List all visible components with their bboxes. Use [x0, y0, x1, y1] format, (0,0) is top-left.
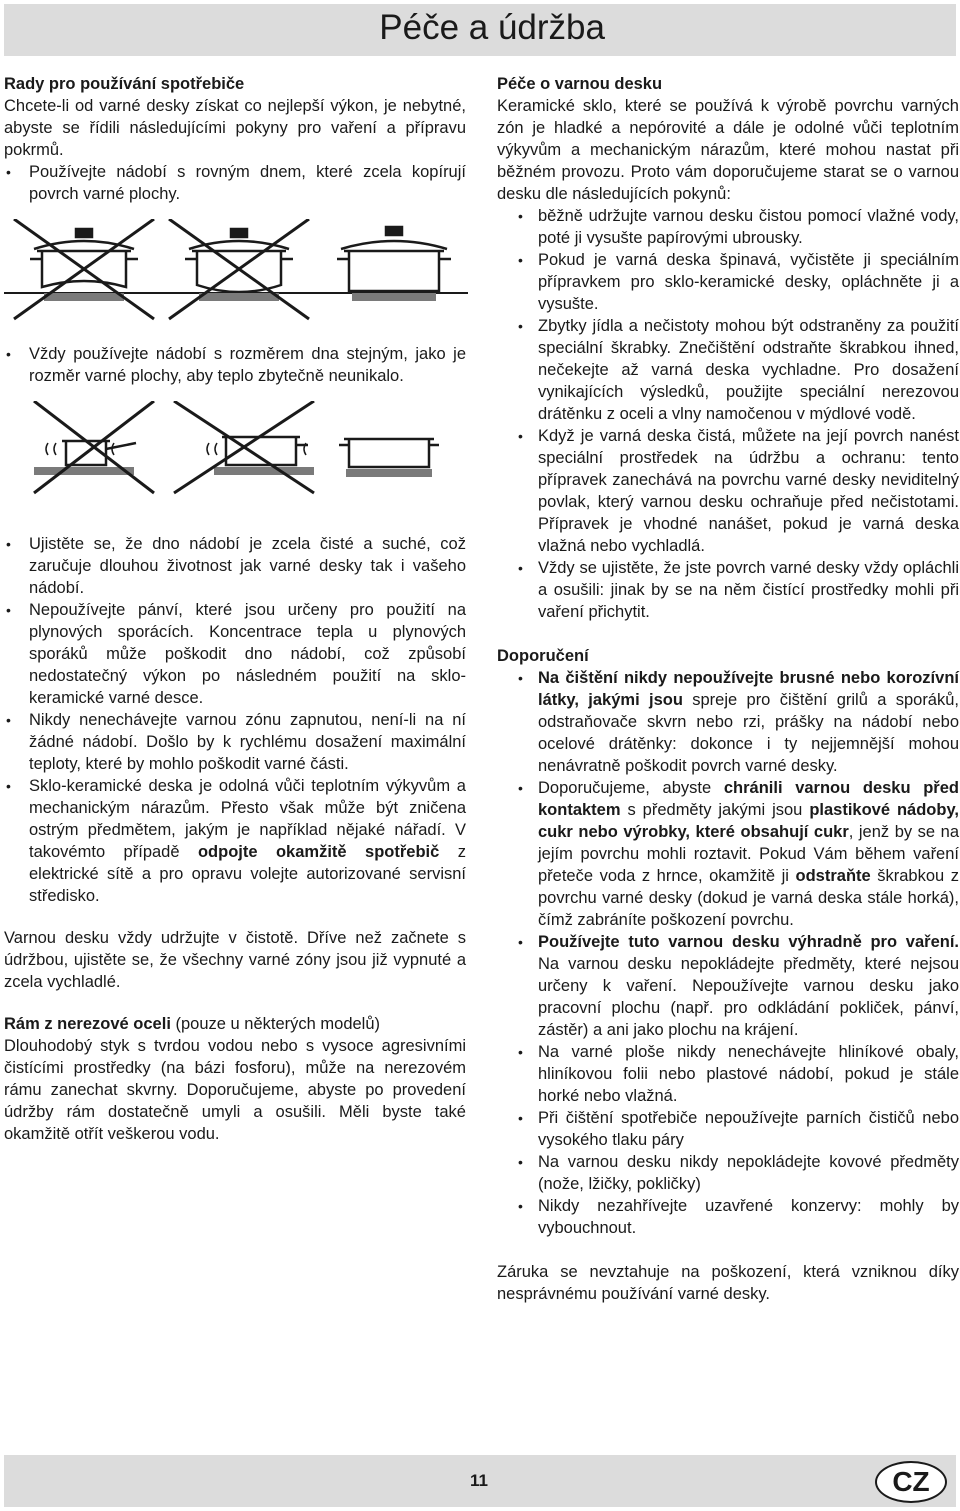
list-item	[497, 931, 959, 1041]
list-item: • Na varné ploše nikdy nenechávejte hliníkové obaly, hliníkovou folii nebo plastové nádobí, pokud je stále horké nebo vlažná.	[497, 1041, 959, 1107]
list-item	[497, 667, 959, 777]
usage-list-1	[4, 161, 466, 205]
pan-flat-bottom	[337, 227, 451, 301]
list-text: Doporučujeme, abyste	[538, 779, 724, 797]
right-column	[497, 73, 959, 1305]
section-heading-usage: Rady pro používání spotřebiče	[4, 75, 245, 93]
section-heading-frame: Rám z nerezové oceli	[4, 1015, 171, 1033]
list-item: • Nikdy nezahřívejte uzavřené konzervy: mohly by vybouchnout.	[497, 1195, 959, 1239]
list-text-bold: plastikové nádoby, cukr nebo výrobky, které obsahují cukr	[538, 801, 959, 841]
list-text-bold: odstraňte	[795, 867, 871, 885]
section-heading-recommendation: Doporučení	[497, 647, 589, 665]
country-badge: CZ	[875, 1461, 947, 1503]
pan-convex-bottom	[169, 219, 309, 319]
list-text-bold: odpojte okamžitě spotřebič	[197, 843, 440, 861]
list-text: , jenž by se na jejím povrchu mohli roztavit. Pokud Vám během vaření přeteče voda z hrnce, okamžitě ji	[538, 823, 959, 885]
list-text: Sklo-keramické deska je odolná vůči teplotním výkyvům a mechanickým nárazům. Přesto však může být zničena ostrým předmětem, jakým je například nějaké nářadí. V takovémto případě	[29, 777, 466, 861]
list-item	[4, 775, 466, 907]
usage-intro: Chcete-li od varné desky získat co nejlepší výkon, je nebytné, abyste se řídili následujícími pokyny pro vaření a přípravu pokrmů.	[4, 97, 466, 159]
frame-heading-note: (pouze u některých modelů)	[170, 1015, 381, 1033]
list-item: • Ujistěte se, že dno nádobí je zcela čisté a suché, což zaručuje dlouhou životnost jak varné desky tak i vašeho nádobí.	[4, 533, 466, 599]
frame-heading-line	[4, 1013, 466, 1035]
page-number: 11	[470, 1471, 488, 1490]
list-item: • Používejte nádobí s rovným dnem, které zcela kopírují povrch varné plochy.	[4, 161, 466, 205]
list-text: spreje pro čištění grilů a sporáků, odstraňovače skvrn nebo rzi, prášky na nádobí nebo ocelové drátěnky: dokonce i ty nejjemnější mohou nenávratně poškodit povrch varné desky.	[538, 691, 959, 775]
list-text: z elektrické sítě a pro opravu volejte autorizované servisní středisko.	[29, 843, 466, 905]
list-item: • Na varnou desku nikdy nepokládejte kovové předměty (nože, lžičky, pokličky)	[497, 1151, 959, 1195]
list-text: škrabkou z povrchu varné desky (dokud je varná deska stále horká), čímž zabráníte poškození povrchu.	[538, 867, 959, 929]
warranty-note: Záruka se nevztahuje na poškození, která vzniknou díky nesprávnému používání varné desky.	[497, 1263, 959, 1303]
list-text-bold: Používejte tuto varnou desku výhradně pro vaření.	[538, 933, 959, 951]
pan-too-small-2	[174, 401, 314, 493]
frame-text: Dlouhodobý styk s tvrdou vodou nebo s vysoce agresivními čistícími prostředky (na bázi fosforu), může na nerezovém rámu zanechat skvrny. Doporučujeme, abyste po provedení údržby rám dostatečně umyli a osušili. Měli byste také okamžitě otřít veškerou vodu.	[4, 1037, 466, 1143]
pan-too-small	[34, 401, 154, 493]
list-item: • běžně udržujte varnou desku čistou pomocí vlažné vody, poté ji vysušte papírovými ubrousky.	[497, 205, 959, 249]
list-item	[497, 777, 959, 931]
left-column	[4, 73, 466, 1145]
usage-list-3	[4, 533, 466, 907]
usage-list-2	[4, 343, 466, 387]
list-item: • Nikdy nenechávejte varnou zónu zapnutou, není-li na ní žádné nádobí. Došlo by k rychlému dosažení maximální teploty, které by mohlo poškodit varné části.	[4, 709, 466, 775]
list-item: • Zbytky jídla a nečistoty mohou být odstraněny za použití speciální škrabky. Znečištění odstraňte škrabkou ihned, nečekejte až varná deska vychladne. Pro dosažení vynikajících výsledků, použijte speciální nerezovou drátěnku z oceli a vlny namočenou v mýdlové vodě.	[497, 315, 959, 425]
page-title: Péče a údržba	[379, 8, 605, 47]
list-item: • Při čištění spotřebiče nepoužívejte parních čističů nebo vysokého tlaku páry	[497, 1107, 959, 1151]
list-text: s předměty jakými jsou	[620, 801, 810, 819]
recommendation-list	[497, 667, 959, 1239]
list-text: Na varnou desku nepokládejte předměty, které nejsou určeny k vaření. Nepoužívejte varnou desku jako pracovní plochu (např. pro odkládání pokliček, pánví, zástěr) a ani jako plochu na krájení.	[538, 955, 959, 1039]
list-text-bold: Na čištění nikdy nepoužívejte brusné nebo korozívní látky, jakými jsou	[538, 669, 959, 709]
list-item: • Vždy používejte nádobí s rozměrem dna stejným, jako je rozměr varné plochy, aby teplo zbytečně neunikalo.	[4, 343, 466, 387]
pan-correct-size	[339, 439, 439, 477]
pan-concave-bottom	[14, 219, 154, 319]
list-item: • Pokud je varná deska špinavá, vyčistěte ji speciálním přípravkem pro sklo-keramické desky, opláchněte ji a vysušte.	[497, 249, 959, 315]
list-item: • Nepoužívejte pánví, které jsou určeny pro použití na plynových sporácích. Koncentrace tepla u plynových sporáků může poškodit dno nádobí, což způsobí nedostatečný výkon po následném použití na sklo-keramické varné desce.	[4, 599, 466, 709]
list-item: • Vždy se ujistěte, že jste povrch varné desky vždy opláchli a osušili: jinak by se na něm čistící prostředky mohli při vaření přichytit.	[497, 557, 959, 623]
list-item: • Když je varná deska čistá, můžete na její povrch nanést speciální prostředek na údržbu a ochranu: tento přípravek zanechává na povrchu varné desky neviditelný povlak, který varnou desku ochraňuje před nečistotami. Přípravek je vhodné nanášet, pokud je varná deska vlažná nebo vychladlá.	[497, 425, 959, 557]
section-heading-care: Péče o varnou desku	[497, 75, 663, 93]
pan-size-figure	[4, 401, 468, 499]
flat-bottom-pans-figure	[4, 219, 468, 323]
list-text-bold: chránili varnou desku před kontaktem	[538, 779, 959, 819]
care-intro: Keramické sklo, které se používá k výrobě povrchu varných zón je hladké a nepórovité a dále je odolné vůči teplotním výkyvům a mechanickým nárazům, které mohou nastat při běžném provozu. Proto vám doporučujeme starat se o varnou desku dle následujících pokynů:	[497, 97, 959, 203]
care-list	[497, 205, 959, 623]
cleaning-note: Varnou desku vždy udržujte v čistotě. Dříve než začnete s údržbou, ujistěte se, že všechny varné zóny jsou již vypnuté a zcela vychladlé.	[4, 929, 466, 991]
